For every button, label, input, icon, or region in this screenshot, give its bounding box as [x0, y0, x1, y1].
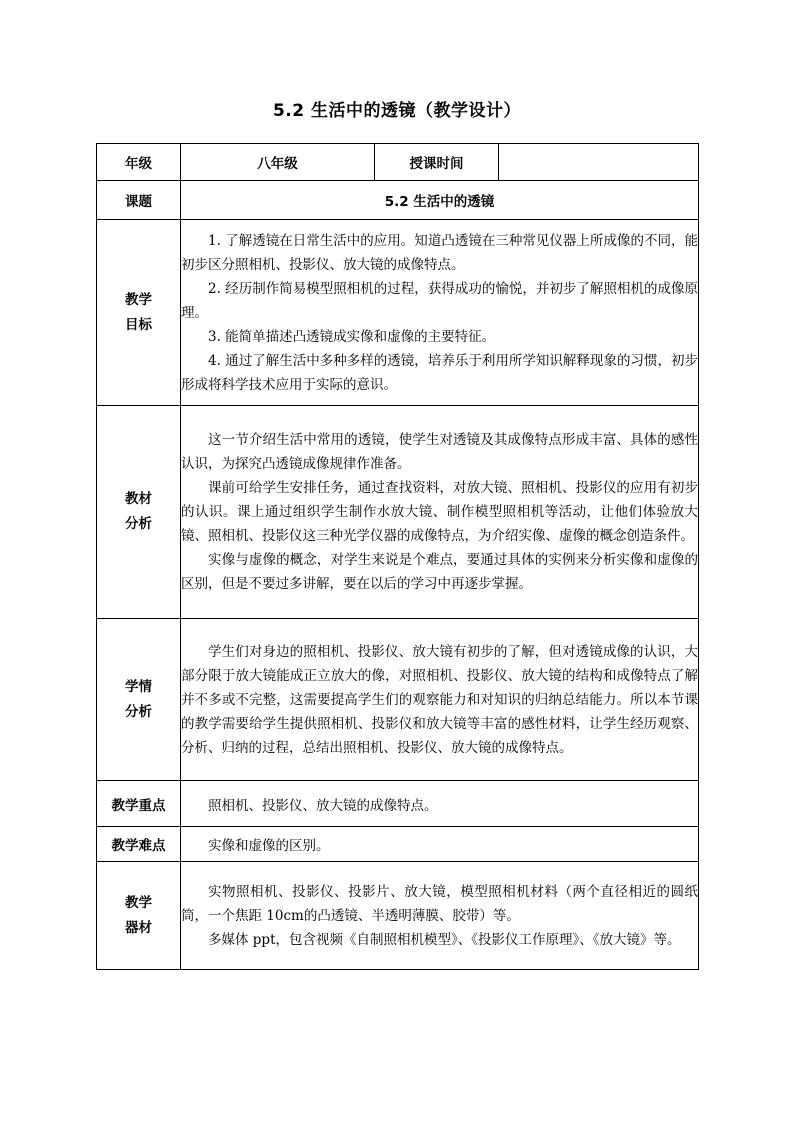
difficulties-content — [181, 827, 699, 862]
objectives-label-line1: 教学 — [125, 291, 152, 308]
objectives-label — [97, 220, 181, 406]
student-analysis-label — [97, 619, 181, 781]
key-points-content — [181, 781, 699, 827]
grade-row — [97, 144, 699, 181]
student-analysis-content — [181, 619, 699, 781]
objective-item: 1. 了解透镜在日常生活中的应用。知道凸透镜在三种常见仪器上所成像的不同，能初步区分照相机、投影仪、放大镜的成像特点。 — [181, 232, 698, 273]
material-analysis-label — [97, 406, 181, 619]
equipment-paragraph: 实物照相机、投影仪、投影片、放大镜，模型照相机材料（两个直径相近的圆纸筒，一个焦距 10cm的凸透镜、半透明薄膜、胶带）等。 — [181, 883, 698, 924]
key-points-row — [97, 781, 699, 827]
grade-label: 年级 — [97, 144, 181, 181]
material-paragraph: 实像与虚像的概念，对学生来说是个难点，要通过具体的实例来分析实像和虚像的区别，但是不要过多讲解，要在以后的学习中再逐步掌握。 — [181, 552, 698, 592]
material-label-line2: 分析 — [125, 516, 152, 532]
material-paragraph: 课前可给学生安排任务，通过查找资料，对放大镜、照相机、投影仪的应用有初步的认识。课上通过组织学生制作水放大镜、制作模型照相机等活动，让他们体验放大镜、照相机、投影仪这三种光学仪器的成像特点，为介绍实像、虚像的概念创造条件。 — [181, 480, 698, 544]
objective-item: 4. 通过了解生活中多种多样的透镜，培养乐于利用所学知识解释现象的习惯，初步形成将科学技术应用于实际的意识。 — [181, 352, 698, 393]
key-points-label: 教学重点 — [97, 781, 181, 827]
material-label-line1: 教材 — [125, 491, 152, 507]
objectives-row — [97, 220, 699, 406]
student-analysis-row — [97, 619, 699, 781]
topic-label: 课题 — [97, 181, 181, 220]
difficulties-label: 教学难点 — [97, 827, 181, 862]
difficulties-value: 实像和虚像的区别。 — [208, 838, 330, 854]
equipment-label-line2: 器材 — [125, 919, 152, 936]
material-paragraph: 这一节介绍生活中常用的透镜，使学生对透镜及其成像特点形成丰富、具体的感性认识，为探究凸透镜成像规律作准备。 — [181, 432, 698, 472]
objective-item: 3. 能简单描述凸透镜成实像和虚像的主要特征。 — [208, 328, 496, 345]
equipment-label-line1: 教学 — [125, 894, 152, 911]
time-label: 授课时间 — [375, 144, 499, 181]
lesson-plan-table — [96, 143, 699, 970]
grade-value: 八年级 — [181, 144, 375, 181]
time-value — [499, 144, 699, 181]
topic-row — [97, 181, 699, 220]
key-points-value: 照相机、投影仪、放大镜的成像特点。 — [208, 797, 438, 814]
difficulties-row — [97, 827, 699, 862]
equipment-paragraph: 多媒体 ppt，包含视频《自制照相机模型》、《投影仪工作原理》、《放大镜》等。 — [208, 931, 681, 948]
equipment-content — [181, 862, 699, 970]
material-analysis-content — [181, 406, 699, 619]
student-label-line2: 分析 — [125, 703, 152, 720]
page-title: 5.2 生活中的透镜（教学设计） — [272, 101, 522, 121]
equipment-label — [97, 862, 181, 970]
objective-item: 2. 经历制作简易模型照相机的过程，获得成功的愉悦，并初步了解照相机的成像原理。 — [181, 280, 698, 321]
objectives-label-line2: 目标 — [125, 316, 152, 333]
student-paragraph: 学生们对身边的照相机、投影仪、放大镜有初步的了解，但对透镜成像的认识，大部分限于放大镜能成正立放大的像，对照相机、投影仪、放大镜的结构和成像特点了解并不多或不完整，这需要提高学生们的观察能力和对知识的归纳总结能力。所以本节课的教学需要给学生提供照相机、投影仪和放大镜等丰富的感性材料，让学生经历观察、分析、归纳的过程，总结出照相机、投影仪、放大镜的成像特点。 — [181, 643, 698, 756]
material-analysis-row — [97, 406, 699, 619]
objectives-content — [181, 220, 699, 406]
equipment-row — [97, 862, 699, 970]
topic-value: 5.2 生活中的透镜 — [181, 181, 699, 220]
student-label-line1: 学情 — [125, 678, 152, 695]
